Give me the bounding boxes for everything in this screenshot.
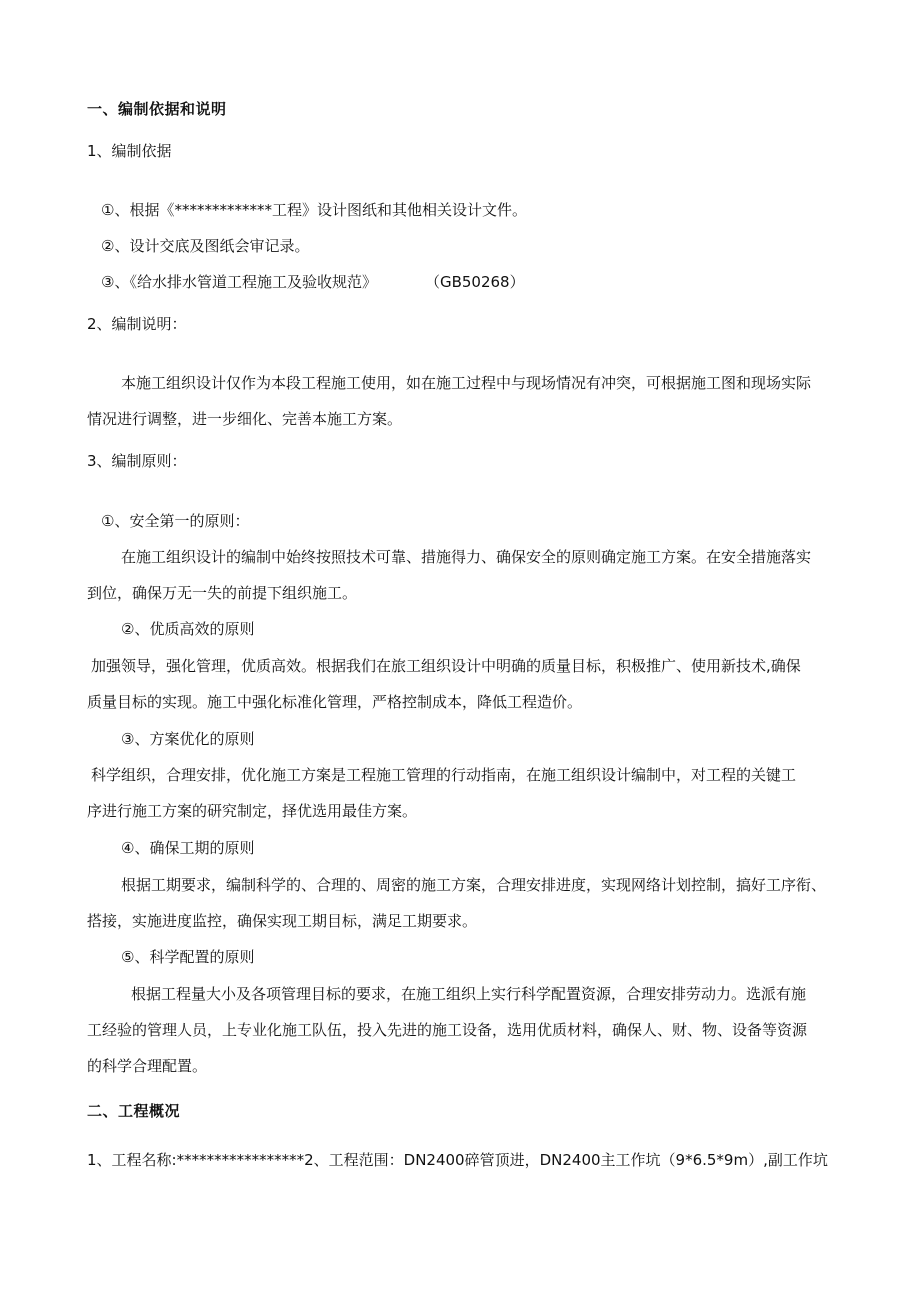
principle-1-line-1: 在施工组织设计的编制中始终按照技术可靠、措施得力、确保安全的原则确定施工方案。在安全措施落实 <box>121 548 812 566</box>
basis-title: 1、编制依据 <box>87 142 172 160</box>
basis-item-1: ①、根据《*************工程》设计图纸和其他相关设计文件。 <box>101 201 527 219</box>
principle-2-line-2: 质量目标的实现。施工中强化标准化管理，严格控制成本，降低工程造价。 <box>87 693 583 711</box>
principle-2-line-1: 加强领导，强化管理，优质高效。根据我们在旅工组织设计中明确的质量目标，积极推广、使用新技术,确保 <box>91 657 801 675</box>
basis-item-3-code: （GB50268） <box>424 273 525 291</box>
explanation-title: 2、编制说明： <box>87 315 187 333</box>
explanation-line-1: 本施工组织设计仅作为本段工程施工使用，如在施工过程中与现场情况有冲突，可根据施工图和现场实际 <box>121 374 812 392</box>
principle-5-title: ⑤、科学配置的原则 <box>121 948 255 966</box>
principle-4-line-1: 根据工期要求，编制科学的、合理的、周密的施工方案，合理安排进度，实现网络计划控制，搞好工序衔、 <box>121 876 827 894</box>
principle-3-line-2: 序进行施工方案的研究制定，择优选用最佳方案。 <box>87 802 418 820</box>
principle-3-line-1: 科学组织，合理安排，优化施工方案是工程施工管理的行动指南，在施工组织设计编制中，对工程的关键工 <box>91 766 797 784</box>
principle-1-line-2: 到位，确保万无一失的前提下组织施工。 <box>87 584 358 602</box>
basis-item-2: ②、设计交底及图纸会审记录。 <box>101 237 310 255</box>
principle-4-line-2: 搭接，实施进度监控，确保实现工期目标，满足工期要求。 <box>87 912 478 930</box>
section2-heading: 二、工程概况 <box>87 1102 181 1120</box>
principle-2-title: ②、优质高效的原则 <box>121 620 255 638</box>
explanation-line-2: 情况进行调整，进一步细化、完善本施工方案。 <box>87 410 403 428</box>
basis-item-3-text: ③、《给水排水管道工程施工及验收规范》 <box>101 273 377 291</box>
principle-3-title: ③、方案优化的原则 <box>121 730 255 748</box>
basis-item-3 <box>101 272 525 292</box>
principle-1-title: ①、安全第一的原则： <box>101 512 250 530</box>
principles-title: 3、编制原则： <box>87 452 187 470</box>
principle-5-line-2: 工经验的管理人员，上专业化施工队伍，投入先进的施工设备，选用优质材料，确保人、财、物、设备等资源 <box>87 1021 808 1039</box>
section1-heading: 一、编制依据和说明 <box>87 100 227 118</box>
project-overview-line-1: 1、工程名称:*****************2、工程范围：DN2400碎管顶进，DN2400主工作坑（9*6.5*9m）,副工作坑 <box>87 1151 828 1169</box>
principle-5-line-3: 的科学合理配置。 <box>87 1057 208 1075</box>
principle-4-title: ④、确保工期的原则 <box>121 839 255 857</box>
principle-5-line-1: 根据工程量大小及各项管理目标的要求，在施工组织上实行科学配置资源，合理安排劳动力。选派有施 <box>131 985 807 1003</box>
